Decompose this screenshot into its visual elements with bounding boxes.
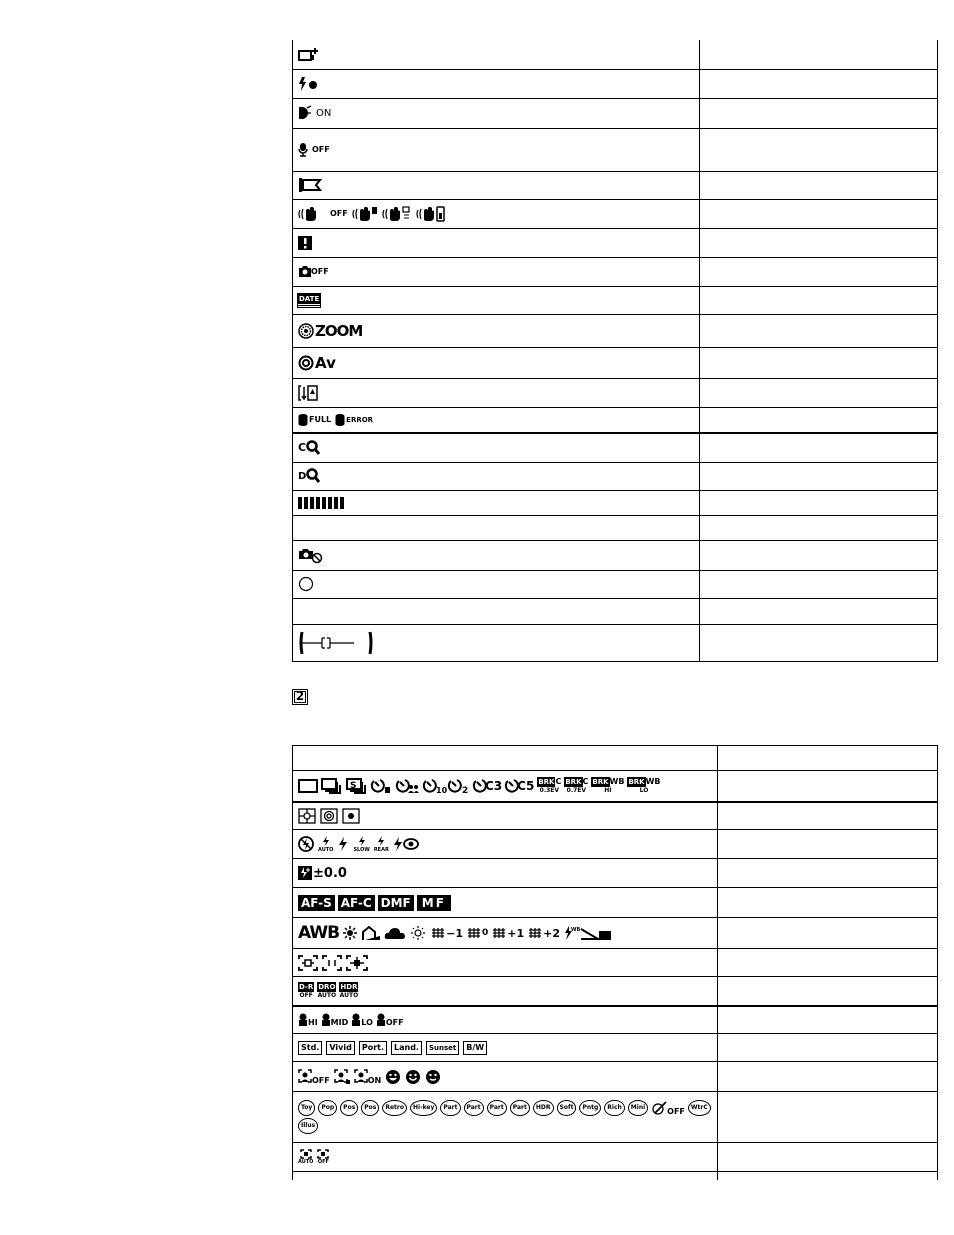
description-cell	[718, 771, 938, 802]
table-row	[293, 1062, 938, 1092]
d-zoom-prefix: D	[298, 470, 307, 482]
grip-icon	[298, 385, 320, 401]
description-cell	[718, 1006, 938, 1034]
effect-posterization-color-icon: Pos	[340, 1100, 358, 1116]
description-cell	[700, 515, 938, 540]
description-cell	[700, 407, 938, 433]
style-sunset-icon: Sunset	[426, 1041, 459, 1055]
wind-noise-icon	[298, 177, 322, 193]
icon-cell	[293, 378, 700, 407]
soft-skin-hi-icon: HI	[298, 1013, 318, 1027]
self-timer-10-icon	[423, 778, 448, 795]
self-timer-portrait-icon	[396, 778, 420, 794]
description-cell	[700, 171, 938, 199]
description-cell	[718, 888, 938, 918]
table-row	[293, 515, 938, 540]
effect-soft-high-key-icon: Hi-key	[410, 1100, 437, 1116]
flash-off-icon	[298, 836, 314, 852]
description-cell	[700, 570, 938, 598]
icon-cell	[293, 570, 700, 598]
effect-watercolor-icon: WtrC	[688, 1100, 711, 1116]
smile-shutter-normal-icon	[405, 1069, 421, 1085]
flexible-spot-icon	[346, 955, 368, 971]
flash-wb-icon	[563, 925, 581, 941]
soft-skin-mid-icon: MID	[321, 1013, 349, 1027]
date-icon: DATE	[298, 294, 320, 307]
table-row	[293, 888, 938, 918]
dro-off-icon: D-R OFF	[299, 983, 314, 1000]
soft-skin-off-icon: OFF	[376, 1013, 404, 1027]
af-illuminator-on-icon	[298, 105, 312, 121]
table-row	[293, 771, 938, 802]
af-illuminator-suffix: ON	[316, 107, 332, 119]
bracket-single-icon: BRKC 0.7EV	[565, 777, 589, 795]
icon-cell	[293, 1034, 718, 1062]
table-row	[293, 98, 938, 128]
table-row	[293, 570, 938, 598]
style-standard-icon: Std.	[298, 1041, 322, 1055]
description-cell	[718, 918, 938, 949]
red-eye-icon	[393, 836, 419, 852]
table-row	[293, 40, 938, 69]
center-focus-area-icon	[322, 955, 342, 971]
icon-cell	[293, 1062, 718, 1092]
header-cell-description	[718, 746, 938, 771]
hdr-auto-icon: HDR AUTO	[339, 983, 359, 1000]
steadyshot-active-icon	[416, 206, 446, 222]
self-timer-2-icon	[448, 778, 470, 794]
spot-metering-icon	[342, 808, 360, 824]
description-cell	[700, 490, 938, 515]
description-cell	[718, 1034, 938, 1062]
indicator-table-2	[292, 745, 938, 1180]
table-row	[293, 199, 938, 228]
flash-auto-icon: AUTO	[318, 835, 333, 853]
effect-partial-color-yellow-icon: Part	[510, 1100, 530, 1116]
table-row	[293, 407, 938, 433]
description-cell	[718, 830, 938, 859]
description-cell	[718, 949, 938, 977]
center-metering-icon	[320, 808, 338, 824]
table-row	[293, 624, 938, 661]
magnifier-icon	[306, 468, 320, 484]
steadyshot-icon	[352, 206, 378, 222]
svg-text:WB: WB	[571, 927, 581, 933]
description-cell	[700, 128, 938, 171]
bracket-cont-icon: BRKC 0.3EV	[538, 777, 562, 795]
icon-cell	[293, 830, 718, 859]
effect-partial-color-red-icon: Part	[440, 1100, 460, 1116]
description-cell	[700, 257, 938, 286]
face-detection-on-icon: ON	[354, 1069, 382, 1085]
table-header-row	[293, 746, 938, 771]
svg-text:2: 2	[462, 785, 469, 796]
table-row	[293, 314, 938, 347]
svg-text:10: 10	[436, 785, 448, 795]
af-c-icon: AF-C	[338, 895, 375, 911]
table-row	[293, 490, 938, 515]
description-cell	[700, 228, 938, 257]
description-cell	[700, 378, 938, 407]
table-row	[293, 257, 938, 286]
circle-icon	[298, 576, 314, 592]
description-cell	[700, 624, 938, 661]
fluorescent-day-white-icon: +1	[491, 925, 524, 941]
effect-pop-color-icon: Pop	[318, 1100, 337, 1116]
effect-retro-photo-icon: Retro	[382, 1100, 407, 1116]
description-cell	[700, 462, 938, 490]
table-row	[293, 949, 938, 977]
table-row	[293, 286, 938, 314]
table-row	[293, 830, 938, 859]
description-cell	[700, 347, 938, 378]
table-row	[293, 1143, 938, 1172]
steadyshot-off-suffix: OFF	[330, 209, 348, 218]
effect-toy-camera-icon: Toy	[298, 1100, 315, 1116]
description-cell	[700, 69, 938, 98]
continuous-shooting-icon	[321, 778, 343, 794]
microphone-off-icon	[298, 142, 308, 158]
camera-off-icon	[298, 264, 312, 280]
effect-painting-icon: Pntg	[579, 1100, 601, 1116]
icon-cell	[293, 407, 700, 433]
custom-wb-icon	[580, 925, 612, 941]
table-row	[293, 1034, 938, 1062]
database-error-icon	[335, 413, 345, 427]
icon-cell	[293, 515, 700, 540]
icon-cell	[293, 1143, 718, 1172]
single-shooting-icon	[298, 778, 318, 794]
af-s-icon: AF-S	[298, 895, 335, 911]
database-full-suffix: FULL	[309, 415, 332, 425]
icon-cell	[293, 1092, 718, 1143]
icon-cell	[293, 624, 700, 661]
zoom-label: ZOOM	[315, 321, 363, 340]
face-registered-icon	[334, 1069, 350, 1085]
icon-cell	[293, 433, 700, 462]
mf-icon: MF	[417, 895, 451, 911]
icon-cell	[293, 347, 700, 378]
table-row	[293, 69, 938, 98]
rear-sync-icon: REAR	[374, 835, 389, 853]
description-cell	[718, 1172, 938, 1180]
fluorescent-daylight-icon: +2	[527, 925, 560, 941]
soft-skin-lo-icon: LO	[351, 1013, 373, 1027]
table-row	[293, 433, 938, 462]
no-photo-icon	[298, 547, 324, 563]
icon-cell	[293, 286, 700, 314]
effect-hdr-painting-icon: HDR	[533, 1100, 554, 1116]
table-row	[293, 859, 938, 888]
icon-cell	[293, 771, 718, 802]
level-bar-icon	[298, 497, 694, 509]
icon-cell	[293, 859, 718, 888]
table-row	[293, 802, 938, 830]
icon-cell	[293, 199, 700, 228]
icon-cell	[293, 1006, 718, 1034]
icon-cell	[293, 314, 700, 347]
flash-compensation-value: ±0.0	[313, 865, 347, 881]
icon-cell	[293, 802, 718, 830]
section-marker: 2	[292, 689, 308, 705]
svg-text:S: S	[350, 780, 357, 791]
indicator-table-1	[292, 40, 938, 662]
incandescent-icon	[409, 925, 427, 941]
smile-shutter-slight-icon	[425, 1069, 441, 1085]
icon-cell	[293, 888, 718, 918]
multi-metering-icon	[298, 808, 316, 824]
effect-off-icon: OFF	[651, 1100, 685, 1116]
description-cell	[718, 977, 938, 1006]
self-timer-icon	[371, 778, 393, 794]
fill-flash-icon	[337, 836, 349, 852]
speed-priority-continuous-icon	[346, 778, 368, 794]
table-row	[293, 228, 938, 257]
wide-focus-area-icon	[298, 955, 318, 971]
icon-cell	[293, 69, 700, 98]
description-cell	[700, 433, 938, 462]
flash-charging-icon	[298, 76, 320, 92]
table-row	[293, 347, 938, 378]
slow-sync-icon: SLOW	[353, 835, 369, 853]
icon-cell	[293, 540, 700, 570]
dro-auto-icon: DRO AUTO	[317, 983, 337, 1000]
description-cell	[718, 859, 938, 888]
clear-image-zoom-icon	[298, 323, 314, 339]
effect-illustration-icon: Illus	[298, 1118, 318, 1134]
microphone-off-suffix: OFF	[312, 145, 330, 154]
description-cell	[700, 286, 938, 314]
table-row	[293, 598, 938, 624]
icon-cell	[293, 949, 718, 977]
icon-cell	[293, 98, 700, 128]
style-bw-icon: B/W	[463, 1041, 487, 1055]
table-row	[293, 1172, 938, 1180]
icon-cell	[293, 228, 700, 257]
table-row	[293, 977, 938, 1006]
description-cell	[718, 1062, 938, 1092]
auto-framing-auto-icon: AUTO	[298, 1149, 313, 1165]
table-row	[293, 918, 938, 949]
timer-c3-label: C3	[485, 778, 503, 793]
description-cell	[700, 540, 938, 570]
effect-rich-tone-mono-icon: Rich	[604, 1100, 625, 1116]
auto-framing-off-icon: OFF	[317, 1149, 329, 1165]
frame-bracket-icon	[298, 630, 378, 656]
shade-icon	[361, 925, 381, 941]
dial-icon	[298, 355, 314, 371]
wb-bracket-hi-icon: BRKWB HI	[592, 777, 625, 795]
wb-bracket-lo-icon: BRKWB LO	[628, 777, 661, 795]
style-landscape-icon: Land.	[391, 1041, 422, 1055]
table-row	[293, 1006, 938, 1034]
effect-miniature-icon: Mini	[628, 1100, 648, 1116]
icon-cell	[293, 128, 700, 171]
drive-mode-plus-icon	[298, 46, 320, 62]
description-cell	[718, 1092, 938, 1143]
description-cell	[718, 802, 938, 830]
style-portrait-icon: Port.	[359, 1041, 387, 1055]
awb-label: AWB	[298, 923, 340, 943]
icon-cell	[293, 598, 700, 624]
icon-cell	[293, 918, 718, 949]
table-row	[293, 171, 938, 199]
description-cell	[700, 40, 938, 69]
fluorescent-warm-icon: −1	[430, 925, 463, 941]
description-cell	[700, 598, 938, 624]
database-error-suffix: ERROR	[346, 415, 374, 424]
table-row	[293, 540, 938, 570]
header-cell-icon	[293, 746, 718, 771]
smile-shutter-big-icon	[385, 1069, 401, 1085]
table-row	[293, 128, 938, 171]
face-detection-off-icon: OFF	[298, 1069, 330, 1085]
icon-cell	[293, 977, 718, 1006]
effect-posterization-bw-icon: Pos	[361, 1100, 379, 1116]
av-label: Av	[315, 353, 336, 372]
icon-cell	[293, 1172, 718, 1180]
warning-icon	[298, 235, 312, 251]
flash-compensation-icon	[298, 865, 312, 881]
effect-soft-focus-icon: Soft	[557, 1100, 577, 1116]
daylight-icon	[342, 925, 358, 941]
fluorescent-cool-icon: 0	[466, 925, 488, 941]
steadyshot-standard-icon	[382, 206, 412, 222]
table-row	[293, 462, 938, 490]
c-zoom-prefix: C	[298, 441, 307, 455]
icon-cell	[293, 171, 700, 199]
cloudy-icon	[384, 925, 406, 941]
icon-cell	[293, 462, 700, 490]
table-row	[293, 1092, 938, 1143]
icon-cell	[293, 490, 700, 515]
icon-cell	[293, 40, 700, 69]
description-cell	[700, 199, 938, 228]
effect-partial-color-green-icon: Part	[464, 1100, 484, 1116]
description-cell	[700, 98, 938, 128]
icon-cell	[293, 257, 700, 286]
description-cell	[718, 1143, 938, 1172]
database-full-icon	[298, 413, 308, 427]
effect-partial-color-blue-icon: Part	[487, 1100, 507, 1116]
timer-c5-label: C5	[517, 778, 535, 793]
magnifier-icon	[306, 440, 320, 456]
table-row	[293, 378, 938, 407]
dmf-icon: DMF	[378, 895, 414, 911]
style-vivid-icon: Vivid	[326, 1041, 354, 1055]
camera-off-suffix: OFF	[311, 267, 329, 276]
steadyshot-off-icon	[298, 206, 332, 222]
description-cell	[700, 314, 938, 347]
